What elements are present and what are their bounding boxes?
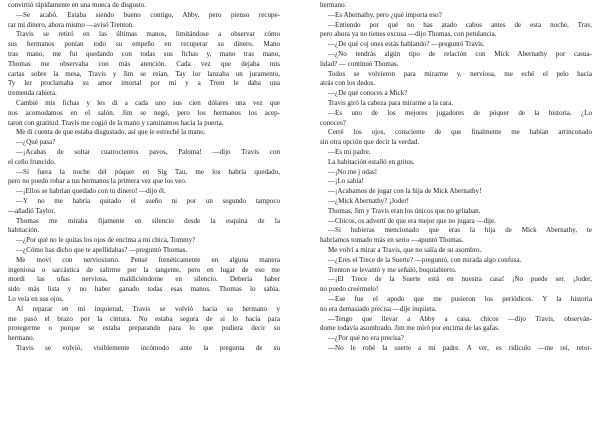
- text-line: —¡Lo sabía!: [328, 177, 364, 186]
- text-line: habitación.: [8, 226, 40, 235]
- text-line: Thomas me miraba fijamente en silencio desde la esquina de la: [16, 216, 280, 225]
- text-line: —¿De qué conoces a Mick?: [328, 89, 408, 98]
- text-line: —¡Ellos se habrían quedado con tu dinero! —dijo él.: [16, 187, 166, 196]
- text-line: —Es mi padre.: [328, 147, 371, 156]
- text-line: Cerré los ojos, consciente de que finalmente me habían arrinconado: [328, 128, 592, 137]
- text-line: —¡No me j odas!: [328, 167, 378, 176]
- text-line: —¿Qué pasa?: [16, 138, 56, 147]
- text-line: —Es uno de los mejores jugadores de póquer de la historia. ¿Lo: [328, 108, 592, 117]
- text-line: —Chicos, os advertí de que era mejor que no jugara —dije.: [328, 216, 496, 225]
- text-line: —Ese fue el apodo que me pusieron los periódicos. Y la historia: [328, 294, 592, 303]
- text-line: —¿No tendrás algún tipo de relación con Mick Abernathy por casua-: [328, 49, 592, 58]
- text-line: mordí las uñas nerviosa, maldiciéndome en silencio. Debería haber: [8, 275, 280, 284]
- text-line: Me moví con nerviosismo. Pensé frenéticamente en alguna manera: [16, 255, 280, 264]
- text-line: Al reparar en mi inquietud, Travis se volvió hacia su hermano y: [16, 304, 280, 313]
- text-line: —¡Acabas de soltar cuatrocientos pavos, Paloma! —dijo Travis con: [16, 147, 280, 156]
- text-line: —Entiendo por qué no has atado cabos antes de esta noche, Trav,: [328, 20, 592, 29]
- text-line: Cambié mis fichas y les di a cada uno sus cien dólares una vez que: [16, 98, 280, 107]
- text-line: no era demasiado precisa —dije inquieta.: [320, 304, 437, 313]
- text-line: —Es Abernathy, pero ¿qué importa eso?: [328, 10, 442, 19]
- text-line: —No le robé la suerte a mi padre. A ver, es ridículo —me reí, retor-: [328, 343, 592, 352]
- text-line: pero no puedo robar a tus hermanos la primera vez que los veo.: [8, 177, 187, 186]
- text-line: rar mi dinero, ahora mismo —avisó Trenton.: [8, 20, 135, 29]
- text-line: Lo veía en sus ojos.: [8, 294, 64, 303]
- text-line: Travis se volvió, visiblemente incómodo ante la pregunta de su: [16, 343, 280, 352]
- text-line: —Si fuera la noche del póquer en Sig Tau, me los habría quedado,: [16, 167, 280, 176]
- text-line: me pasó el brazo por la cintura. No estaba segura de si lo hacía para: [8, 314, 280, 323]
- text-line: Trenton se levantó y me señaló, boquiabierto.: [328, 265, 457, 274]
- text-line: sido más lista y no haber ganado todas esas manos. Thomas lo sabía.: [8, 285, 280, 294]
- text-line: pero ahora ya no tienes excusa —dijo Thomas, con petulancia.: [320, 30, 497, 39]
- text-line: Ty ler proclamaba su amor imortal por mí y a Trent le daba una: [8, 79, 280, 88]
- text-line: —Tengo que llevar a Abby a casa, chicos —dijo Travis, observán-: [328, 314, 592, 323]
- text-line: lidad? — continuó Thomas.: [320, 59, 399, 68]
- text-line: cartas sobre la mesa, Travis y Jim se reían, Tay lor lanzaba un juramento,: [8, 69, 280, 78]
- text-line: —¿Eres el Trece de la Suerte? —preguntó, con mirada algo confusa.: [328, 255, 522, 264]
- text-line: Me di cuenta de que estaba disgustado, así que le estreché la mano.: [16, 128, 206, 137]
- text-line: Travis se retiró en las últimas manos, limitándose a observar cómo: [16, 30, 280, 39]
- text-line: sin otra opción que decir la verdad.: [320, 138, 420, 147]
- left-page: [8, 1, 280, 354]
- text-line: —Si hubieras mencionado que eras la hija de Mick Abernathy, te: [328, 226, 592, 235]
- text-line: nos acomodamos en el salón. Jim se negó, pero los hermanos los acep-: [8, 108, 280, 117]
- text-line: hermano.: [8, 334, 35, 343]
- text-line: —añadió Taylor.: [8, 206, 56, 215]
- text-line: dome todavía asombrado. Jim me miró por encima de las gafas.: [320, 324, 500, 333]
- right-page: [320, 1, 592, 354]
- text-line: Todos se volvieron para mirarme y, nerviosa, me eché el pelo hacia: [328, 69, 592, 78]
- text-line: ingeniosa o sarcástica de salirme por la tangente, pero en lugar de eso me: [8, 265, 280, 274]
- text-line: hermano.: [320, 1, 347, 9]
- text-line: tremenda rabieta.: [8, 89, 57, 98]
- text-line: —¿De qué coj ones estás hablando? —preguntó Travis.: [328, 40, 485, 49]
- text-line: —¿Por qué no era precisa?: [328, 334, 404, 343]
- text-line: Thomas, Jim y Travis eran los únicos que no gritaban.: [328, 206, 481, 215]
- text-line: atrás con los dedos.: [320, 79, 376, 88]
- text-line: —Y no me habría quitado el sueño ni por un segundo tampoco: [16, 196, 280, 205]
- text-line: —¡El Trece de la Suerte está en nuestra casa! ¡No puede ser. ¡Joder,: [328, 275, 592, 284]
- text-line: —Se acabó. Estaba siendo bueno contigo, Abby, pero pienso recupe-: [16, 10, 280, 19]
- text-line: —¡Acabamos de jugar con la hija de Mick Abernathy!: [328, 187, 482, 196]
- text-line: Travis giró la cabeza para mirarme a la cara.: [328, 98, 454, 107]
- text-line: Thomas me observaba con más atención. Cada vez que dejaba mis: [8, 59, 280, 68]
- text-line: protegerme o porque se estaba preparando para lo que pudiera decir su: [8, 324, 280, 333]
- text-line: tras mano, me fui quedando con todas sus fichas y, mano tras mano,: [8, 49, 280, 58]
- text-line: no puedo creérmelo!: [320, 285, 379, 294]
- text-line: —¿Cómo has dicho que te apellidabas? —preguntó Thomas.: [16, 245, 188, 254]
- text-line: La habitación estalló en gritos.: [328, 157, 415, 166]
- text-line: taron con gratitud. Travis me cogió de la mano y caminamos hacia la puerta.: [8, 118, 224, 127]
- text-line: conoces?: [320, 118, 346, 127]
- text-line: sus hermanos ponían todo su empeño en recuperar su dinero. Mano: [8, 40, 280, 49]
- text-line: el ceño fruncido.: [8, 157, 56, 166]
- text-line: —¿Por qué no le quitas los ojos de encima a mi chica, Tommy?: [16, 236, 196, 245]
- text-line: convirtió rápidamente en una mueca de disgusto.: [8, 1, 146, 9]
- text-line: habríamos tomado más en serio —apuntó Thomas.: [320, 236, 464, 245]
- text-line: —¿Mick Abernathy? ¡Joder!: [328, 196, 410, 205]
- text-line: Me volví a mirar a Travis, que no salía de su asombro.: [328, 245, 482, 254]
